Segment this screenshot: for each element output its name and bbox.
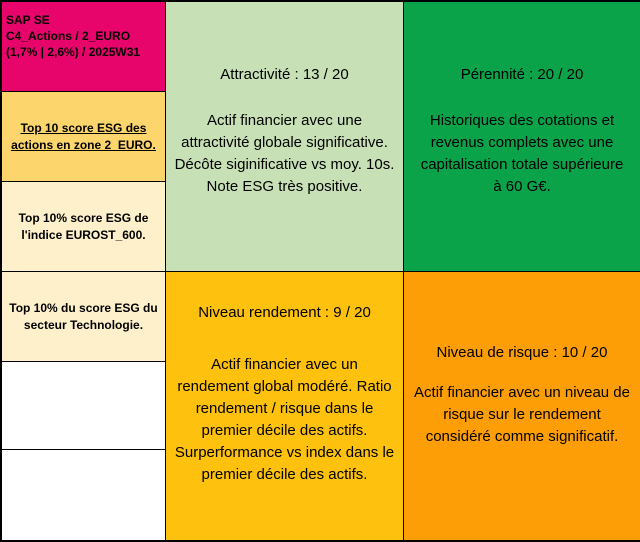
esg-note-2-line-1: Top 10% score ESG de bbox=[18, 210, 149, 225]
perennite-line: revenus complets avec une bbox=[430, 134, 614, 151]
risque-line: Actif financier avec un niveau de bbox=[414, 384, 630, 401]
risque-description bbox=[404, 382, 640, 448]
attractivite-line: Note ESG très positive. bbox=[206, 178, 363, 195]
attractivite-title: Attractivité : 13 / 20 bbox=[220, 66, 349, 83]
esg-note-3-line-2: secteur Technologie. bbox=[23, 317, 144, 332]
rendement-line: premier décile des actifs. bbox=[201, 466, 368, 483]
esg-note-cell-1 bbox=[2, 92, 166, 182]
risque-line: risque sur le rendement bbox=[443, 406, 601, 423]
asset-category: C4_Actions / 2_EURO bbox=[6, 29, 131, 43]
risque-line: considéré comme significatif. bbox=[425, 428, 619, 445]
asset-header-cell bbox=[2, 2, 166, 92]
perennite-line: capitalisation totale supérieure bbox=[420, 156, 624, 173]
left-column bbox=[2, 2, 166, 540]
attractivite-description bbox=[166, 110, 403, 198]
attractivite-quadrant bbox=[166, 2, 404, 272]
rendement-description bbox=[166, 354, 403, 486]
esg-note-3-line-1: Top 10% du score ESG du bbox=[9, 300, 158, 315]
risque-quadrant bbox=[404, 272, 640, 540]
esg-note-1-line-2: actions en zone 2_EURO. bbox=[11, 137, 156, 152]
risque-title: Niveau de risque : 10 / 20 bbox=[436, 344, 608, 361]
rendement-line: rendement global modéré. Ratio bbox=[177, 378, 392, 395]
rendement-line: premier décile des actifs. bbox=[201, 422, 368, 439]
esg-note-cell-3 bbox=[2, 272, 166, 362]
attractivite-line: Décôte siginificative vs moy. 10s. bbox=[174, 156, 395, 173]
perennite-line: à 60 G€. bbox=[493, 178, 551, 195]
empty-note-cell-1 bbox=[2, 362, 166, 450]
rendement-line: Actif financier avec un bbox=[211, 356, 358, 373]
esg-note-2-line-2: l'indice EUROST_600. bbox=[21, 227, 146, 242]
asset-period: (1,7% | 2,6%) / 2025W31 bbox=[6, 45, 141, 59]
empty-note-cell-2 bbox=[2, 450, 166, 540]
asset-name: SAP SE bbox=[6, 13, 50, 27]
rendement-quadrant bbox=[166, 272, 404, 540]
perennite-description bbox=[404, 110, 640, 198]
esg-note-1-line-1: Top 10 score ESG des bbox=[20, 120, 147, 135]
esg-note-cell-2 bbox=[2, 182, 166, 272]
perennite-line: Historiques des cotations et bbox=[429, 112, 615, 129]
rendement-title: Niveau rendement : 9 / 20 bbox=[198, 304, 371, 321]
rendement-line: Surperformance vs index dans le bbox=[174, 444, 395, 461]
perennite-quadrant bbox=[404, 2, 640, 272]
attractivite-line: attractivité globale significative. bbox=[181, 134, 388, 151]
rendement-line: rendement / risque dans le bbox=[195, 400, 374, 417]
perennite-title: Pérennité : 20 / 20 bbox=[460, 66, 584, 83]
attractivite-line: Actif financier avec une bbox=[206, 112, 363, 129]
